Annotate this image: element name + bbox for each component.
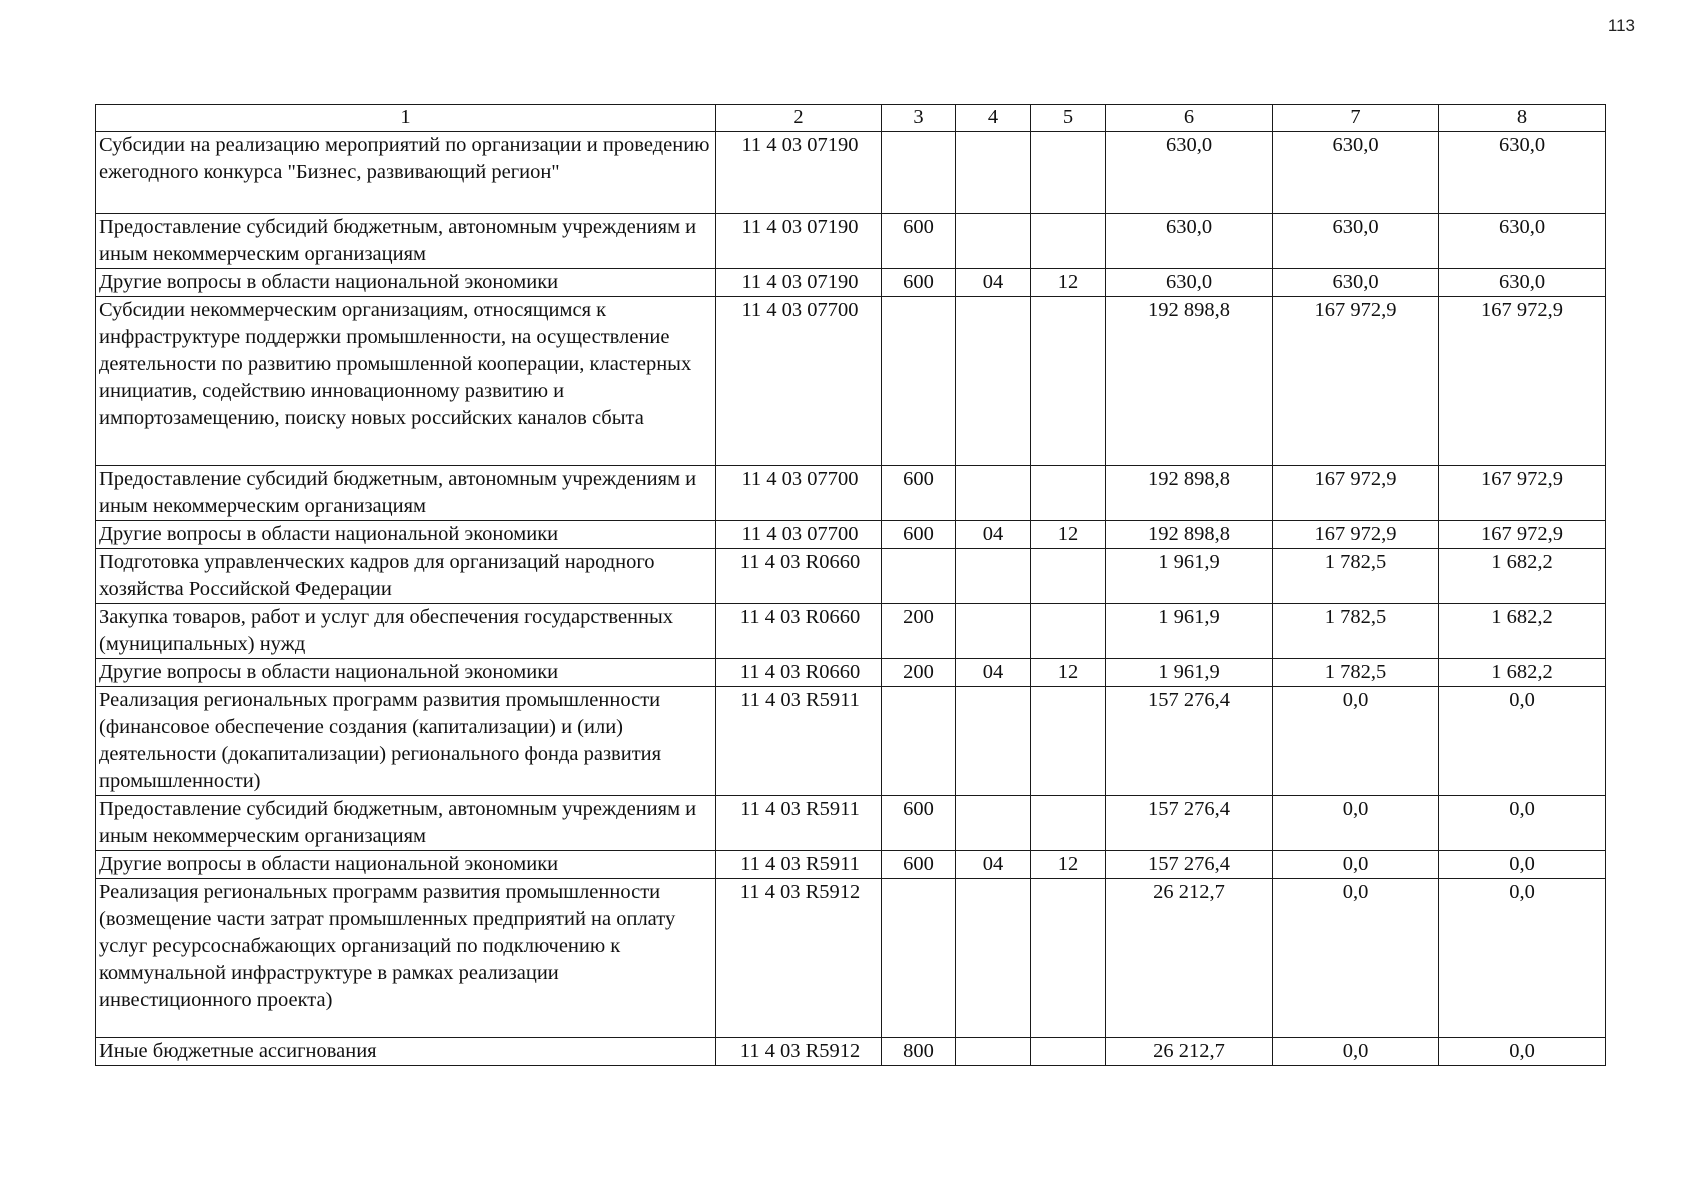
item-vr: 800 bbox=[882, 1038, 956, 1066]
item-value-1: 630,0 bbox=[1106, 132, 1273, 214]
item-code: 11 4 03 07190 bbox=[716, 214, 882, 269]
item-value-1: 192 898,8 bbox=[1106, 466, 1273, 521]
item-code: 11 4 03 R0660 bbox=[716, 659, 882, 687]
item-name: Иные бюджетные ассигнования bbox=[96, 1038, 716, 1066]
item-vr bbox=[882, 687, 956, 796]
item-value-1: 1 961,9 bbox=[1106, 549, 1273, 604]
item-value-3: 1 682,2 bbox=[1439, 604, 1606, 659]
table-row bbox=[96, 1038, 1606, 1066]
item-value-1: 1 961,9 bbox=[1106, 604, 1273, 659]
item-vr: 600 bbox=[882, 466, 956, 521]
column-header: 4 bbox=[956, 105, 1031, 132]
column-header: 1 bbox=[96, 105, 716, 132]
item-code: 11 4 03 R0660 bbox=[716, 604, 882, 659]
table-row bbox=[96, 466, 1606, 521]
item-pr bbox=[1031, 297, 1106, 466]
item-pr bbox=[1031, 549, 1106, 604]
item-vr: 600 bbox=[882, 214, 956, 269]
item-name: Другие вопросы в области национальной экономики bbox=[96, 269, 716, 297]
item-rz bbox=[956, 132, 1031, 214]
item-name: Другие вопросы в области национальной экономики bbox=[96, 851, 716, 879]
item-name: Подготовка управленческих кадров для организаций народного хозяйства Российской Федерации bbox=[96, 549, 716, 604]
item-vr: 600 bbox=[882, 851, 956, 879]
item-pr: 12 bbox=[1031, 269, 1106, 297]
table-row bbox=[96, 297, 1606, 466]
table-row bbox=[96, 687, 1606, 796]
table-row bbox=[96, 851, 1606, 879]
item-name: Другие вопросы в области национальной экономики bbox=[96, 659, 716, 687]
page-number: 113 bbox=[1607, 16, 1635, 35]
column-header: 7 bbox=[1273, 105, 1439, 132]
item-value-3: 0,0 bbox=[1439, 1038, 1606, 1066]
item-pr bbox=[1031, 604, 1106, 659]
table-row bbox=[96, 269, 1606, 297]
item-rz bbox=[956, 604, 1031, 659]
item-value-1: 26 212,7 bbox=[1106, 1038, 1273, 1066]
item-value-3: 167 972,9 bbox=[1439, 521, 1606, 549]
item-value-2: 0,0 bbox=[1273, 687, 1439, 796]
table-row bbox=[96, 214, 1606, 269]
item-rz: 04 bbox=[956, 269, 1031, 297]
item-code: 11 4 03 R5912 bbox=[716, 1038, 882, 1066]
item-code: 11 4 03 07190 bbox=[716, 132, 882, 214]
item-value-3: 0,0 bbox=[1439, 879, 1606, 1038]
item-vr bbox=[882, 297, 956, 466]
item-value-1: 26 212,7 bbox=[1106, 879, 1273, 1038]
table-row bbox=[96, 796, 1606, 851]
table-row bbox=[96, 659, 1606, 687]
column-header: 2 bbox=[716, 105, 882, 132]
item-value-3: 1 682,2 bbox=[1439, 659, 1606, 687]
item-vr: 600 bbox=[882, 796, 956, 851]
item-value-2: 0,0 bbox=[1273, 851, 1439, 879]
item-value-3: 167 972,9 bbox=[1439, 466, 1606, 521]
table-row bbox=[96, 879, 1606, 1038]
item-value-2: 1 782,5 bbox=[1273, 659, 1439, 687]
item-vr bbox=[882, 132, 956, 214]
item-name: Предоставление субсидий бюджетным, автономным учреждениям и иным некоммерческим организациям bbox=[96, 466, 716, 521]
item-value-2: 1 782,5 bbox=[1273, 549, 1439, 604]
item-pr: 12 bbox=[1031, 659, 1106, 687]
item-value-1: 157 276,4 bbox=[1106, 687, 1273, 796]
item-code: 11 4 03 07700 bbox=[716, 466, 882, 521]
item-value-3: 0,0 bbox=[1439, 687, 1606, 796]
item-vr: 200 bbox=[882, 604, 956, 659]
item-rz bbox=[956, 214, 1031, 269]
item-code: 11 4 03 07190 bbox=[716, 269, 882, 297]
item-rz bbox=[956, 687, 1031, 796]
item-pr: 12 bbox=[1031, 521, 1106, 549]
item-value-2: 0,0 bbox=[1273, 1038, 1439, 1066]
table-row bbox=[96, 604, 1606, 659]
item-pr bbox=[1031, 687, 1106, 796]
item-name: Предоставление субсидий бюджетным, автономным учреждениям и иным некоммерческим организациям bbox=[96, 214, 716, 269]
item-code: 11 4 03 R0660 bbox=[716, 549, 882, 604]
item-value-1: 157 276,4 bbox=[1106, 851, 1273, 879]
item-value-1: 630,0 bbox=[1106, 269, 1273, 297]
item-vr bbox=[882, 549, 956, 604]
column-header: 3 bbox=[882, 105, 956, 132]
column-header: 8 bbox=[1439, 105, 1606, 132]
item-value-2: 167 972,9 bbox=[1273, 521, 1439, 549]
item-value-1: 157 276,4 bbox=[1106, 796, 1273, 851]
item-value-2: 630,0 bbox=[1273, 214, 1439, 269]
item-vr bbox=[882, 879, 956, 1038]
item-name: Предоставление субсидий бюджетным, автономным учреждениям и иным некоммерческим организациям bbox=[96, 796, 716, 851]
item-value-2: 167 972,9 bbox=[1273, 466, 1439, 521]
budget-table bbox=[95, 104, 1606, 1066]
item-name: Субсидии на реализацию мероприятий по организации и проведению ежегодного конкурса "Бизнес, развивающий регион" bbox=[96, 132, 716, 214]
item-name: Другие вопросы в области национальной экономики bbox=[96, 521, 716, 549]
item-pr: 12 bbox=[1031, 851, 1106, 879]
item-value-3: 630,0 bbox=[1439, 269, 1606, 297]
item-code: 11 4 03 R5911 bbox=[716, 851, 882, 879]
item-value-1: 1 961,9 bbox=[1106, 659, 1273, 687]
item-rz bbox=[956, 466, 1031, 521]
item-pr bbox=[1031, 879, 1106, 1038]
item-vr: 200 bbox=[882, 659, 956, 687]
item-name: Реализация региональных программ развития промышленности (возмещение части затрат промышленных предприятий на оплату услуг ресурсоснабжающих организаций по подключению к коммунальной инфраструктуре в рамках реализации инвестиционного проекта) bbox=[96, 879, 716, 1038]
item-rz: 04 bbox=[956, 851, 1031, 879]
item-value-2: 0,0 bbox=[1273, 879, 1439, 1038]
item-pr bbox=[1031, 214, 1106, 269]
item-vr: 600 bbox=[882, 521, 956, 549]
item-code: 11 4 03 R5912 bbox=[716, 879, 882, 1038]
item-rz: 04 bbox=[956, 659, 1031, 687]
item-value-2: 0,0 bbox=[1273, 796, 1439, 851]
item-rz: 04 bbox=[956, 521, 1031, 549]
item-rz bbox=[956, 1038, 1031, 1066]
item-value-2: 167 972,9 bbox=[1273, 297, 1439, 466]
item-pr bbox=[1031, 132, 1106, 214]
column-header: 6 bbox=[1106, 105, 1273, 132]
item-vr: 600 bbox=[882, 269, 956, 297]
item-code: 11 4 03 R5911 bbox=[716, 687, 882, 796]
column-header: 5 bbox=[1031, 105, 1106, 132]
item-value-3: 0,0 bbox=[1439, 796, 1606, 851]
item-value-2: 1 782,5 bbox=[1273, 604, 1439, 659]
item-code: 11 4 03 07700 bbox=[716, 297, 882, 466]
item-pr bbox=[1031, 466, 1106, 521]
item-value-3: 0,0 bbox=[1439, 851, 1606, 879]
item-rz bbox=[956, 549, 1031, 604]
item-pr bbox=[1031, 796, 1106, 851]
item-rz bbox=[956, 879, 1031, 1038]
item-value-3: 630,0 bbox=[1439, 214, 1606, 269]
item-value-1: 192 898,8 bbox=[1106, 521, 1273, 549]
item-value-1: 192 898,8 bbox=[1106, 297, 1273, 466]
item-code: 11 4 03 07700 bbox=[716, 521, 882, 549]
item-value-2: 630,0 bbox=[1273, 269, 1439, 297]
table-row bbox=[96, 521, 1606, 549]
item-value-3: 167 972,9 bbox=[1439, 297, 1606, 466]
table-row bbox=[96, 549, 1606, 604]
table-row bbox=[96, 132, 1606, 214]
item-rz bbox=[956, 297, 1031, 466]
item-value-2: 630,0 bbox=[1273, 132, 1439, 214]
item-rz bbox=[956, 796, 1031, 851]
table-header-row bbox=[96, 105, 1606, 132]
item-pr bbox=[1031, 1038, 1106, 1066]
item-name: Реализация региональных программ развития промышленности (финансовое обеспечение создания (капитализации) и (или) деятельности (докапитализации) регионального фонда развития промышленности) bbox=[96, 687, 716, 796]
item-name: Закупка товаров, работ и услуг для обеспечения государственных (муниципальных) нужд bbox=[96, 604, 716, 659]
item-value-3: 630,0 bbox=[1439, 132, 1606, 214]
item-value-1: 630,0 bbox=[1106, 214, 1273, 269]
item-name: Субсидии некоммерческим организациям, относящимся к инфраструктуре поддержки промышленности, на осуществление деятельности по развитию промышленной кооперации, кластерных инициатив, содействию инновационному развитию и импортозамещению, поиску новых российских каналов сбыта bbox=[96, 297, 716, 466]
item-value-3: 1 682,2 bbox=[1439, 549, 1606, 604]
item-code: 11 4 03 R5911 bbox=[716, 796, 882, 851]
